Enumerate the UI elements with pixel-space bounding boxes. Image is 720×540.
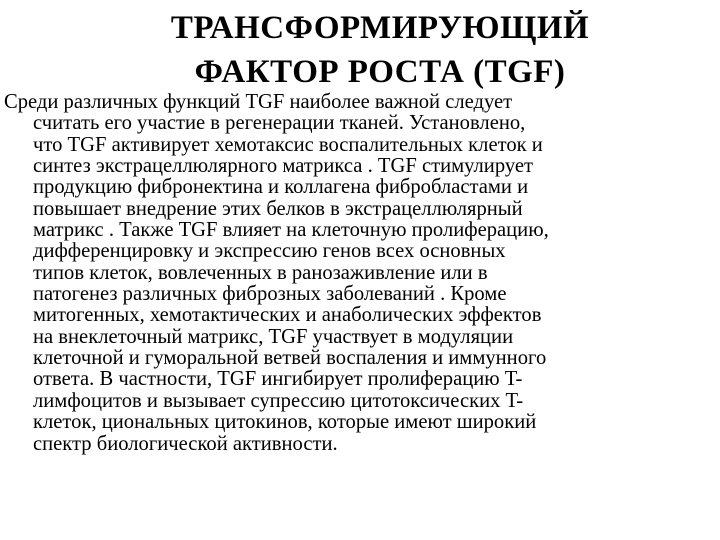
body-line: ответа. В частности, TGF ингибирует пролиферацию T- [33,368,523,391]
title-line-2: ФАКТОР РОСТА (TGF) [194,54,566,90]
body-line: матрикс . Также TGF влияет на клеточную пролиферацию, [33,219,549,242]
body-continuation [4,113,716,455]
body-line: считать его участие в регенерации тканей. Установлено, [33,112,526,135]
body-line: дифференцировку и экспрессию генов всех основных [33,240,506,263]
body-line: лимфоцитов и вызывает супрессию цитотоксических T- [33,389,524,412]
body-line: типов клеток, вовлеченных в ранозаживление или в [33,261,488,284]
body-line: митогенных, хемотактических и анаболических эффектов [33,304,542,327]
body-line: повышает внедрение этих белков в экстрацеллюлярный [33,197,523,220]
body-line: на внеклеточный матрикс, TGF участвует в модуляции [33,325,514,348]
body-line: клеток, циональных цитокинов, которые имеют широкий [33,411,537,434]
body-line: Среди различных функций TGF наиболее важной следует [4,91,513,113]
body-line: спектр биологической активности. [33,432,338,455]
slide-title [120,6,640,94]
title-line-1: ТРАНСФОРМИРУЮЩИЙ [170,10,590,46]
body-line: клеточной и гуморальной ветвей воспаления и иммунного [33,347,547,370]
body-line: патогенез различных фиброзных заболеваний . Кроме [33,283,507,306]
body-paragraph [4,92,716,455]
body-line: продукцию фибронектина и коллагена фибробластами и [33,176,529,199]
body-line: что TGF активирует хемотаксис воспалительных клеток и [33,133,543,156]
body-line: синтез экстрацеллюлярного матрикса . TGF стимулирует [33,155,534,178]
